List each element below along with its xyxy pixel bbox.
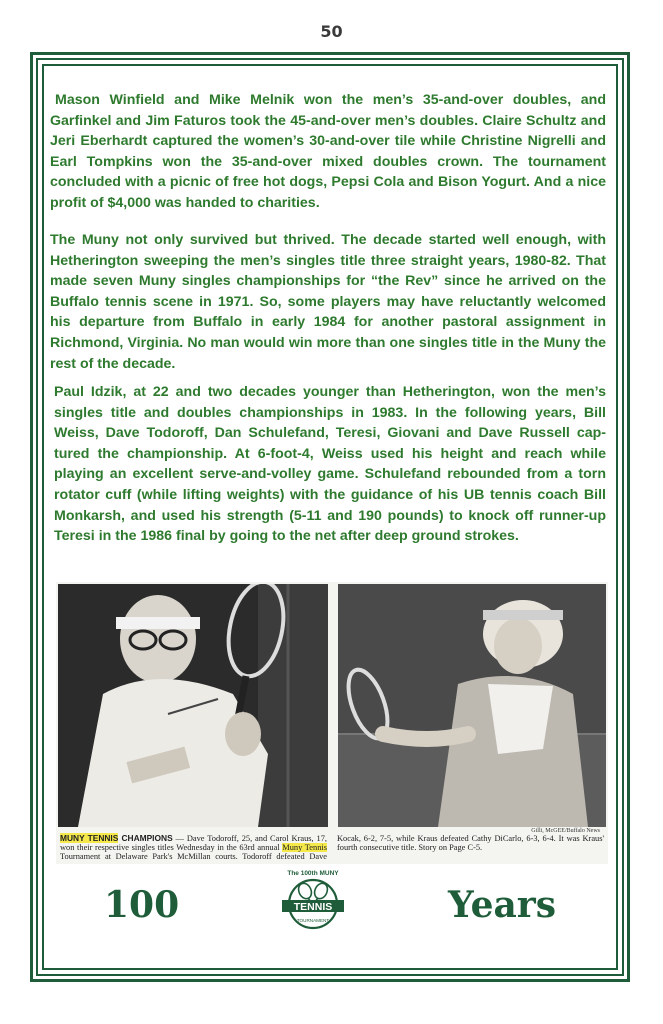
footer-100: 100 bbox=[104, 884, 180, 926]
caption-text-2: Tournament at Delaware Park's McMillan courts. Todoroff defeated Dave Kocak, 6-2, 7-5, while Kraus defeated Cathy DiCarlo, 6-3, 6-4. It was Kraus' fourth consecutive title. Story on Page C-5. bbox=[60, 834, 604, 861]
photo-carol-kraus bbox=[338, 584, 606, 827]
paragraph-muny-thrived: The Muny not only survived but thrived. The decade started well enough, with Hetherington sweeping the men’s singles title three straight years, 1980-82. That made seven Muny singles championships for “the Rev” since he arrived on the Buffalo tennis scene in 1971. So, some players may have reluctantly welcomed his departure from Buffalo in early 1984 for another pastoral assignment in Richmond, Virginia. No man would win more than one singles title in the Muny the rest of the decade. bbox=[50, 232, 606, 372]
tournament-logo bbox=[278, 866, 348, 932]
caption-text-1: — Dave Todoroff, 25, and Carol Kraus, 17, won their respective singles titles Wednesday in the 63rd annual bbox=[60, 834, 327, 852]
newspaper-clipping bbox=[56, 582, 608, 864]
logo-top-text: The 100th MUNY bbox=[287, 870, 339, 877]
logo-tennis-text: TENNIS bbox=[293, 901, 333, 913]
photo-credit: Gilli, McGEE/Buffalo News bbox=[531, 828, 600, 834]
page-number: 50 bbox=[320, 22, 343, 41]
paragraph-doubles-results: Mason Winfield and Mike Melnik won the men’s 35-and-over doubles, and Garfinkel and Jim Faturos took the 45-and-over men’s doubles. Claire Schultz and Jeri Eberhardt captured the women’s 30-and-over tile while Christine Nigrelli and Earl Tompkins won the 35-and-over mixed doubles crown. The tournament concluded with a picnic of free hot dogs, Pepsi Cola and Bison Yogurt. And a nice profit of $4,000 was handed to charities. bbox=[50, 92, 606, 211]
photo-dave-todoroff bbox=[58, 584, 328, 827]
paragraph-idzik-champions: Paul Idzik, at 22 and two decades younger than Hetherington, won the men’s singles title and doubles championships in 1983. In the following years, Bill Weiss, Dave Todoroff, Dan Schulefand, Teresi, Giovani and Dave Russell cap- tured the championship. At 6-foot-4, Weiss used his height and reach while playing an excellent serve-and-volley game. Schulefand rebounded from a torn rotator cuff (while lifting weights) with the guidance of his UB tennis coach Bill Monkarsh, and used his strength (5-11 and 190 pounds) to knock off runner-up Teresi in the 1986 final by going to the net after deep ground strokes. bbox=[54, 384, 606, 545]
photo-caption bbox=[60, 834, 604, 861]
caption-highlight: Muny Tennis bbox=[282, 843, 327, 852]
caption-headline-rest: CHAMPIONS bbox=[118, 833, 173, 843]
footer-years: Years bbox=[448, 884, 557, 926]
caption-headline-highlight: MUNY TENNIS bbox=[60, 833, 119, 843]
logo-bottom-text: TOURNAMENT bbox=[296, 918, 330, 923]
